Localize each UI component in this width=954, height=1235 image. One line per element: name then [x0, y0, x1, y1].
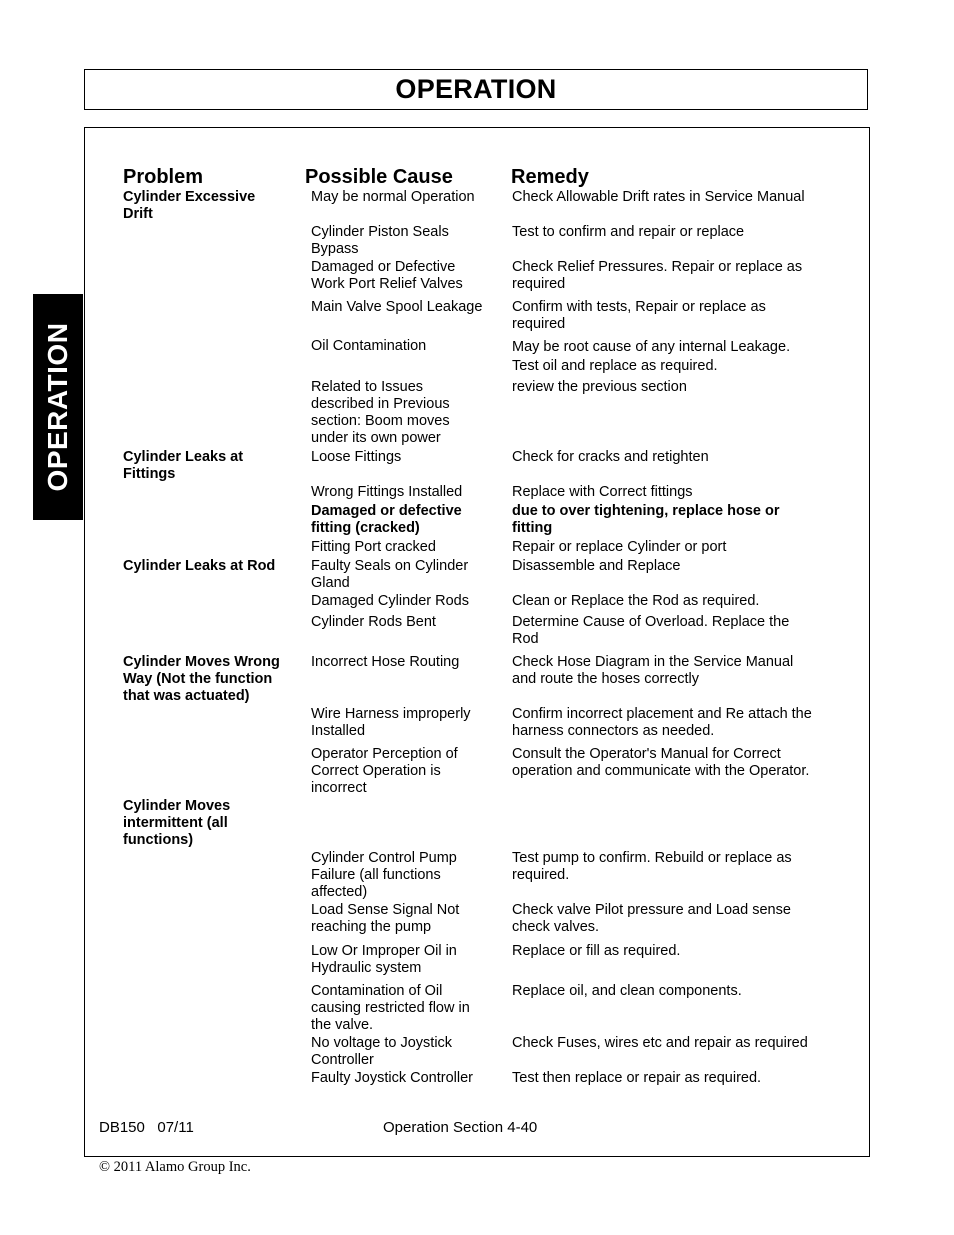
remedy-cell: Consult the Operator's Manual for Correct operation and communicate with the Operator.: [512, 746, 810, 779]
remedy-cell: Test to confirm and repair or replace: [512, 224, 745, 240]
remedy-cell: Check Allowable Drift rates in Service Manual: [512, 189, 805, 205]
cause-cell: Wire Harness improperly Installed: [311, 706, 471, 739]
problem-header: Problem: [123, 166, 204, 188]
footer-section: Operation Section 4-40: [383, 1119, 538, 1136]
cause-cell: Related to Issues described in Previous section: Boom moves under its own power: [311, 379, 450, 446]
cause-cell: Damaged Cylinder Rods: [311, 593, 469, 609]
cause-cell: Wrong Fittings Installed: [311, 484, 463, 500]
remedy-cell: Replace oil, and clean components.: [512, 983, 742, 999]
cause-cell: Fitting Port cracked: [311, 539, 436, 555]
remedy-cell: Disassemble and Replace: [512, 558, 681, 574]
remedy-cell: Repair or replace Cylinder or port: [512, 539, 727, 555]
cause-cell: May be normal Operation: [311, 189, 475, 205]
cause-cell: Operator Perception of Correct Operation is incorrect: [311, 746, 458, 796]
remedy-cell: Check valve Pilot pressure and Load sense check valves.: [512, 902, 791, 935]
cause-cell: Main Valve Spool Leakage: [311, 299, 483, 315]
cause-cell: Oil Contamination: [311, 338, 427, 354]
remedy-cell: Check Relief Pressures. Repair or replace as required: [512, 259, 803, 292]
cause-cell: Damaged or Defective Work Port Relief Valves: [311, 259, 463, 292]
remedy-cell: Test then replace or repair as required.: [512, 1070, 762, 1086]
remedy-cell: due to over tightening, replace hose or fitting: [512, 503, 780, 536]
remedy-cell: Replace or fill as required.: [512, 943, 681, 959]
cause-cell: Low Or Improper Oil in Hydraulic system: [311, 943, 457, 976]
side-tab-label: OPERATION: [42, 322, 73, 492]
cause-cell: Loose Fittings: [311, 449, 402, 465]
cause-cell: Cylinder Control Pump Failure (all functions affected): [311, 850, 457, 900]
remedy-cell: Check Hose Diagram in the Service Manual and route the hoses correctly: [512, 654, 794, 687]
problem-cell: Cylinder Moves Wrong Way (Not the function that was actuated): [123, 654, 280, 704]
cause-cell: Cylinder Rods Bent: [311, 614, 436, 630]
problem-cell: Cylinder Leaks at Fittings: [123, 449, 244, 482]
cause-cell: No voltage to Joystick Controller: [311, 1035, 453, 1068]
remedy-cell: Check Fuses, wires etc and repair as required: [512, 1035, 808, 1051]
cause-cell: Contamination of Oil causing restricted flow in the valve.: [311, 983, 470, 1033]
cause-cell: Cylinder Piston Seals Bypass: [311, 224, 449, 257]
remedy-cell: Confirm with tests, Repair or replace as required: [512, 299, 766, 332]
copyright: © 2011 Alamo Group Inc.: [99, 1159, 251, 1175]
cause-cell: Faulty Seals on Cylinder Gland: [311, 558, 469, 591]
remedy-cell: Replace with Correct fittings: [512, 484, 693, 500]
cause-cell: Damaged or defective fitting (cracked): [311, 503, 462, 536]
cause-cell: Faulty Joystick Controller: [311, 1070, 473, 1086]
remedy-cell: Confirm incorrect placement and Re attach the harness connectors as needed.: [512, 706, 812, 739]
footer-doc-id: DB150 07/11: [99, 1119, 194, 1136]
remedy-cell: Test pump to confirm. Rebuild or replace as required.: [512, 850, 792, 883]
remedy-cell: Clean or Replace the Rod as required.: [512, 593, 760, 609]
problem-cell: Cylinder Leaks at Rod: [123, 558, 276, 574]
remedy-cell: Check for cracks and retighten: [512, 449, 709, 465]
cause-cell: Load Sense Signal Not reaching the pump: [311, 902, 460, 935]
cause-header: Possible Cause: [305, 166, 453, 188]
problem-cell: Cylinder Excessive Drift: [123, 189, 256, 222]
cause-cell: Incorrect Hose Routing: [311, 654, 460, 670]
remedy-header: Remedy: [511, 166, 589, 188]
remedy-cell: review the previous section: [512, 379, 687, 395]
problem-cell: Cylinder Moves intermittent (all functions): [123, 798, 231, 848]
remedy-cell: Determine Cause of Overload. Replace the Rod: [512, 614, 790, 647]
section-side-tab: [33, 294, 83, 520]
page-title: OPERATION: [84, 69, 868, 110]
remedy-cell: May be root cause of any internal Leakage. Test oil and replace as required.: [512, 339, 791, 374]
